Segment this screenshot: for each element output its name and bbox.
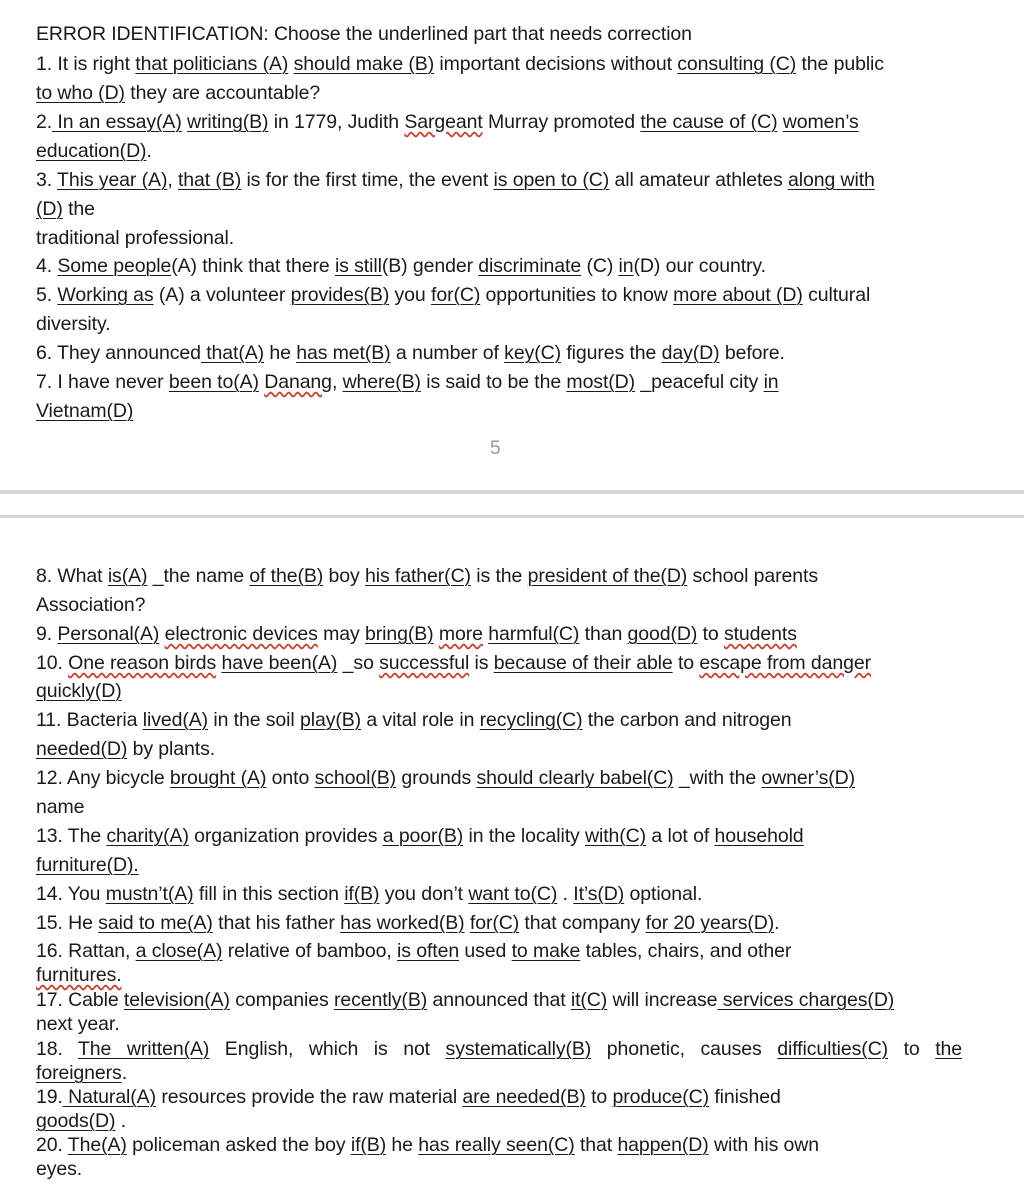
question-4: 4. Some people(A) think that there is still(B) gender discriminate (C) in(D) our country. xyxy=(36,255,766,277)
question-11-cont: needed(D) by plants. xyxy=(36,738,216,760)
question-7-cont: Vietnam(D) xyxy=(36,400,134,422)
question-1: 1. It is right that politicians (A) should make (B) important decisions without consulting (C) the public xyxy=(36,53,884,75)
question-17-cont: next year. xyxy=(36,1013,120,1035)
question-3-cont2: traditional professional. xyxy=(36,227,235,249)
question-10-cont: quickly(D) xyxy=(36,680,122,702)
question-1-cont: to who (D) they are accountable? xyxy=(36,82,321,104)
question-14: 14. You mustn’t(A) fill in this section if(B) you don’t want to(C) . It’s(D) optional. xyxy=(36,883,703,905)
question-2-cont: education(D). xyxy=(36,140,152,162)
question-20: 20. The(A) policeman asked the boy if(B) he has really seen(C) that happen(D) with his own xyxy=(36,1134,820,1156)
question-12-cont: name xyxy=(36,796,85,818)
question-8-cont: Association? xyxy=(36,594,146,616)
question-13-cont: furniture(D). xyxy=(36,854,139,876)
question-18: 18. The written(A) English, which is not systematically(B) phonetic, causes difficulties(C) to the xyxy=(36,1038,963,1060)
question-5-cont: diversity. xyxy=(36,313,111,335)
page-number: 5 xyxy=(490,438,501,459)
question-19: 19. Natural(A) resources provide the raw material are needed(B) to produce(C) finished xyxy=(36,1086,781,1108)
question-17: 17. Cable television(A) companies recently(B) announced that it(C) will increase services charges(D) xyxy=(36,989,895,1011)
question-19-cont: goods(D) . xyxy=(36,1110,127,1132)
question-3-cont: (D) the xyxy=(36,198,95,220)
question-10: 10. One reason birds have been(A) _so successful is because of their able to escape from danger xyxy=(36,652,872,674)
question-13: 13. The charity(A) organization provides a poor(B) in the locality with(C) a lot of household xyxy=(36,825,804,847)
page-lower xyxy=(0,518,1024,1184)
question-11: 11. Bacteria lived(A) in the soil play(B) a vital role in recycling(C) the carbon and nitrogen xyxy=(36,709,792,731)
question-5: 5. Working as (A) a volunteer provides(B) you for(C) opportunities to know more about (D) cultural xyxy=(36,284,871,306)
question-20-cont: eyes. xyxy=(36,1158,83,1180)
question-2: 2. In an essay(A) writing(B) in 1779, Judith Sargeant Murray promoted the cause of (C) women’s xyxy=(36,111,859,133)
page-upper xyxy=(0,0,1024,490)
question-12: 12. Any bicycle brought (A) onto school(B) grounds should clearly babel(C) _with the owner’s(D) xyxy=(36,767,856,789)
question-7: 7. I have never been to(A) Danang, where(B) is said to be the most(D) _peaceful city in xyxy=(36,371,779,393)
page-separator xyxy=(0,490,1024,518)
question-16-cont: furnitures. xyxy=(36,964,122,986)
question-18-cont: foreigners. xyxy=(36,1062,128,1084)
question-15: 15. He said to me(A) that his father has worked(B) for(C) that company for 20 years(D). xyxy=(36,912,780,934)
question-9: 9. Personal(A) electronic devices may bring(B) more harmful(C) than good(D) to students xyxy=(36,623,797,645)
question-3: 3. This year (A), that (B) is for the first time, the event is open to (C) all amateur athletes along with xyxy=(36,169,875,191)
question-16: 16. Rattan, a close(A) relative of bamboo, is often used to make tables, chairs, and other xyxy=(36,940,792,962)
page-title: ERROR IDENTIFICATION: Choose the underlined part that needs correction xyxy=(36,23,692,45)
question-8: 8. What is(A) _the name of the(B) boy his father(C) is the president of the(D) school parents xyxy=(36,565,818,587)
question-6: 6. They announced that(A) he has met(B) a number of key(C) figures the day(D) before. xyxy=(36,342,785,364)
